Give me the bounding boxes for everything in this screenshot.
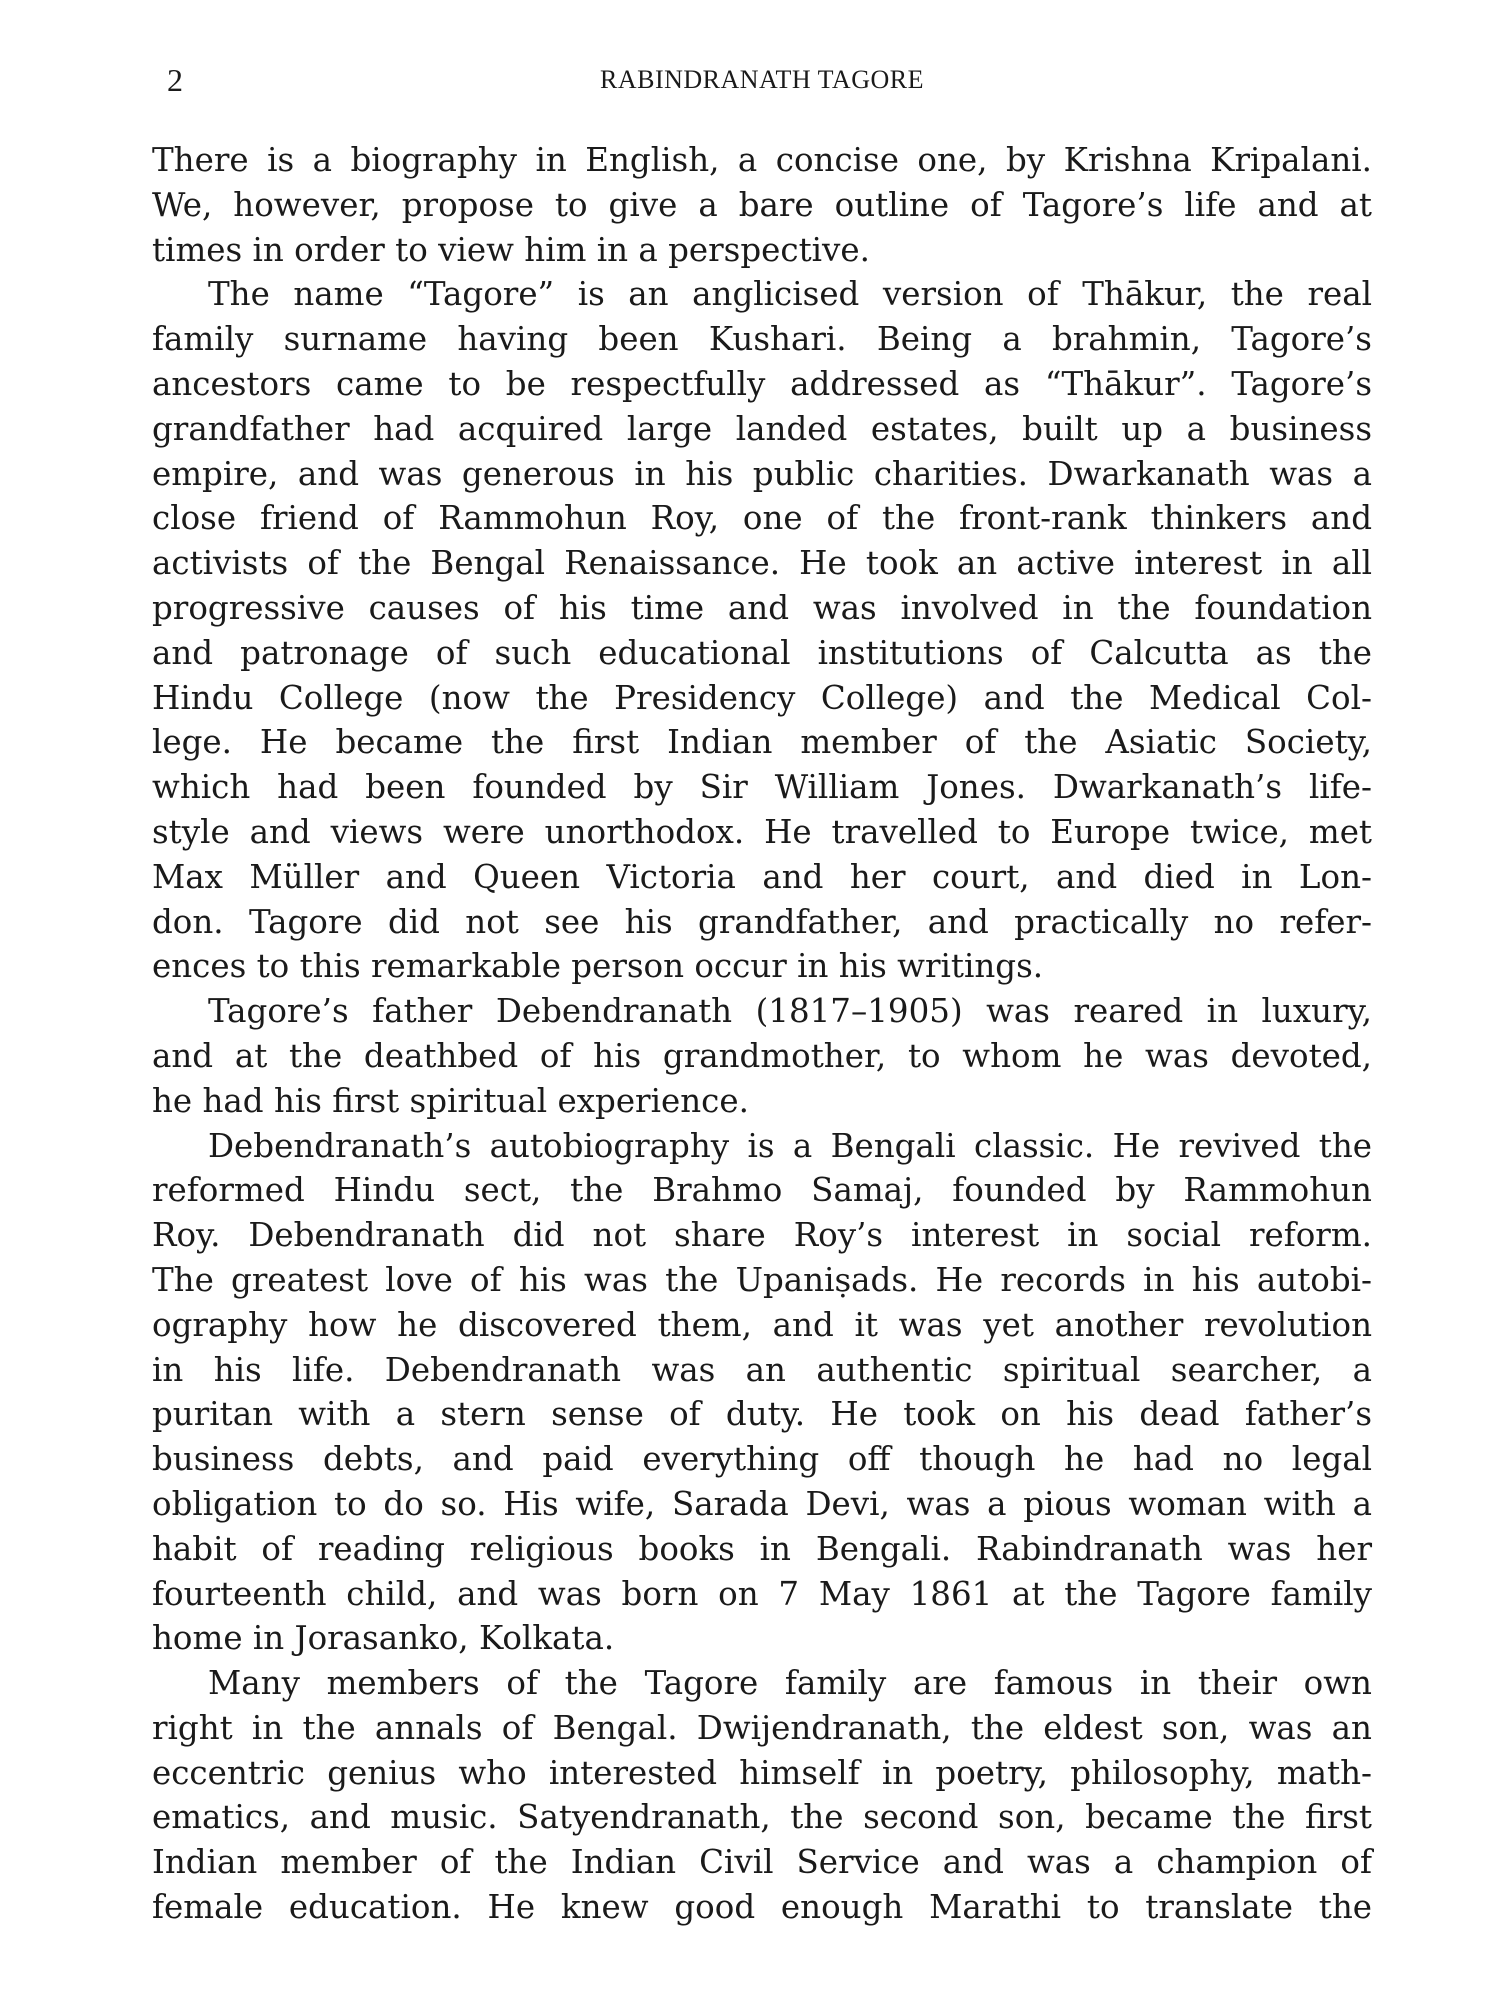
text-line: Debendranath’s autobiography is a Bengali classic. He revived the xyxy=(208,1126,1372,1165)
text-line: fourteenth child, and was born on 7 May 1861 at the Tagore family xyxy=(152,1574,1372,1613)
paragraph-5 xyxy=(152,1661,1372,1930)
text-line: eccentric genius who interested himself in poetry, philosophy, math- xyxy=(152,1753,1372,1792)
text-line: times in order to view him in a perspective. xyxy=(152,230,870,269)
text-line: ences to this remarkable person occur in his writings. xyxy=(152,947,1044,986)
text-line: The name “Tagore” is an anglicised version of Thākur, the real xyxy=(208,275,1372,314)
text-line: lege. He became the first Indian member of the Asiatic Society, xyxy=(152,723,1372,762)
text-line: Indian member of the Indian Civil Service and was a champion of xyxy=(152,1843,1372,1882)
text-line: and at the deathbed of his grandmother, to whom he was devoted, xyxy=(152,1036,1372,1075)
text-line: Hindu College (now the Presidency College) and the Medical Col- xyxy=(152,678,1372,717)
text-line: habit of reading religious books in Bengali. Rabindranath was her xyxy=(152,1529,1372,1568)
text-line: Many members of the Tagore family are famous in their own xyxy=(208,1664,1372,1703)
running-title: RABINDRANATH TAGORE xyxy=(599,65,924,94)
text-line: and patronage of such educational institutions of Calcutta as the xyxy=(152,633,1372,672)
text-line: Tagore’s father Debendranath (1817–1905) was reared in luxury, xyxy=(208,992,1372,1031)
text-line: activists of the Bengal Renaissance. He took an active interest in all xyxy=(152,544,1372,583)
text-line: puritan with a stern sense of duty. He took on his dead father’s xyxy=(152,1395,1372,1434)
text-line: obligation to do so. His wife, Sarada Devi, was a pious woman with a xyxy=(152,1484,1372,1523)
text-line: close friend of Rammohun Roy, one of the front-rank thinkers and xyxy=(152,499,1372,538)
body-text xyxy=(152,138,1372,1930)
text-line: style and views were unorthodox. He travelled to Europe twice, met xyxy=(152,812,1372,851)
text-line: in his life. Debendranath was an authentic spiritual searcher, a xyxy=(152,1350,1372,1389)
running-head xyxy=(152,55,1372,105)
paragraph-2 xyxy=(152,272,1372,989)
text-line: don. Tagore did not see his grandfather, and practically no refer- xyxy=(152,902,1372,941)
text-line: ancestors came to be respectfully addressed as “Thākur”. Tagore’s xyxy=(152,364,1372,403)
text-line: ematics, and music. Satyendranath, the second son, became the first xyxy=(152,1798,1372,1837)
text-line: which had been founded by Sir William Jones. Dwarkanath’s life- xyxy=(152,768,1372,807)
text-line: The greatest love of his was the Upaniṣads. He records in his autobi- xyxy=(152,1260,1372,1299)
text-line: right in the annals of Bengal. Dwijendranath, the eldest son, was an xyxy=(152,1708,1372,1747)
text-line: Roy. Debendranath did not share Roy’s interest in social reform. xyxy=(152,1216,1372,1255)
text-line: Max Müller and Queen Victoria and her court, and died in Lon- xyxy=(152,857,1372,896)
text-line: reformed Hindu sect, the Brahmo Samaj, founded by Rammohun xyxy=(152,1171,1372,1210)
text-line: home in Jorasanko, Kolkata. xyxy=(152,1619,615,1658)
paragraph-4 xyxy=(152,1124,1372,1662)
text-line: ography how he discovered them, and it was yet another revolution xyxy=(152,1305,1372,1344)
text-line: grandfather had acquired large landed estates, built up a business xyxy=(152,409,1372,448)
text-line: There is a biography in English, a concise one, by Krishna Kripalani. xyxy=(152,141,1372,179)
text-line: We, however, propose to give a bare outline of Tagore’s life and at xyxy=(152,185,1372,224)
text-line: business debts, and paid everything off though he had no legal xyxy=(152,1440,1372,1479)
paragraph-1 xyxy=(152,138,1372,272)
text-line: progressive causes of his time and was involved in the foundation xyxy=(152,588,1372,627)
text-line: female education. He knew good enough Marathi to translate the xyxy=(152,1888,1372,1927)
text-line: he had his first spiritual experience. xyxy=(152,1081,749,1120)
page-number: 2 xyxy=(167,62,183,98)
text-line: empire, and was generous in his public charities. Dwarkanath was a xyxy=(152,454,1372,493)
text-line: family surname having been Kushari. Being a brahmin, Tagore’s xyxy=(152,320,1372,359)
paragraph-3 xyxy=(152,989,1372,1123)
